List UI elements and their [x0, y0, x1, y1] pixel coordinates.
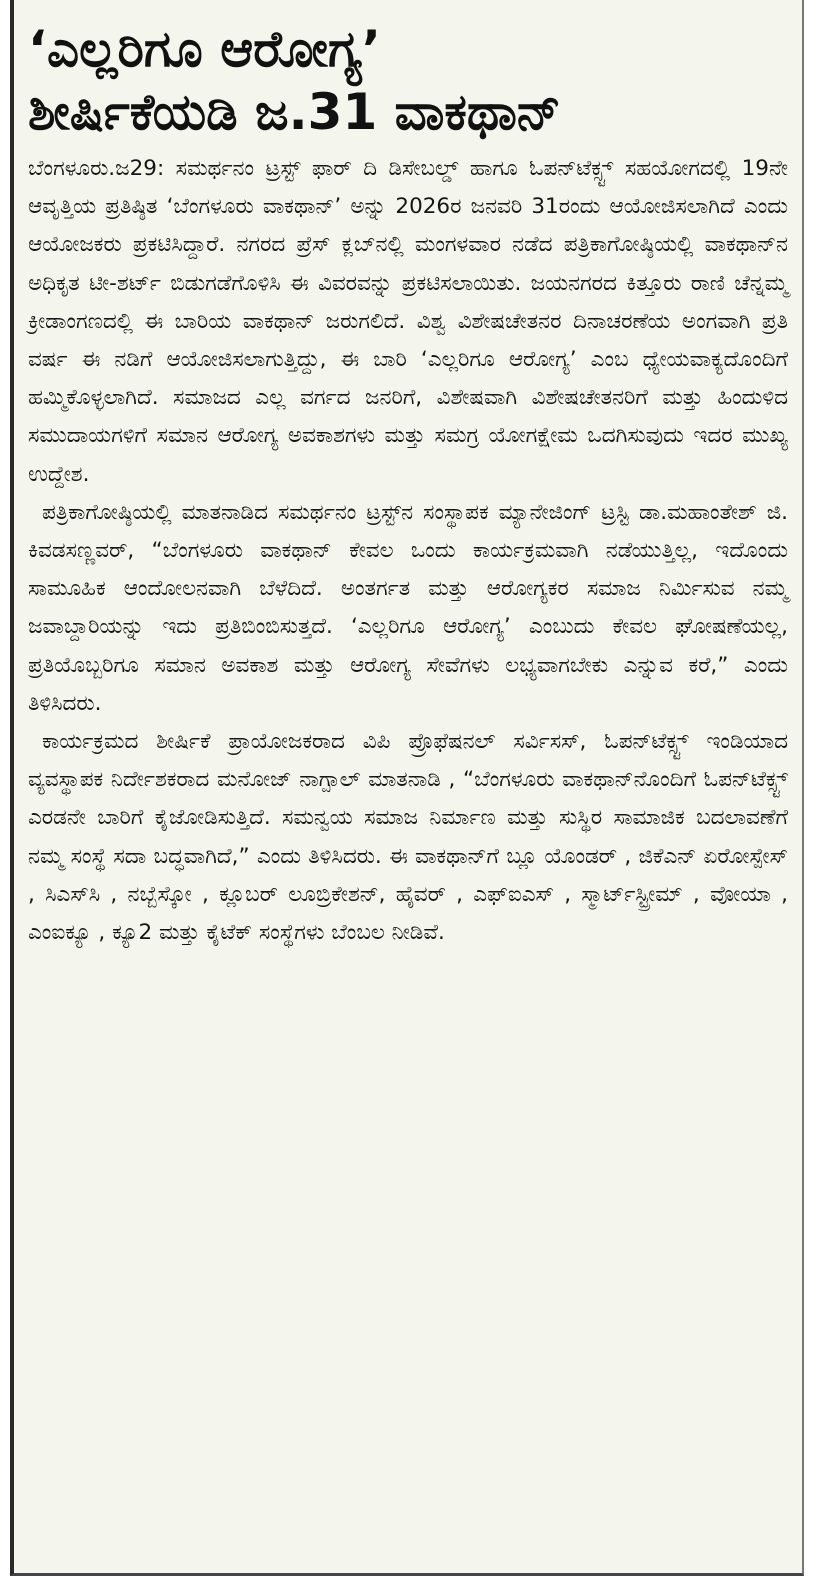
article-body [14, 144, 802, 952]
article-headline [14, 18, 802, 144]
article-paragraph-2: ಪತ್ರಿಕಾಗೋಷ್ಠಿಯಲ್ಲಿ ಮಾತನಾಡಿದ ಸಮರ್ಥನಂ ಟ್ರಸ್ಟ್‌ನ ಸಂಸ್ಥಾಪಕ ಮ್ಯಾನೇಜಿಂಗ್ ಟ್ರಸ್ಟಿ ಡಾ.ಮಹಾಂತೇಶ್ ಜಿ. ಕಿವಡಸಣ್ಣವರ್, “ಬೆಂಗಳೂರು ವಾಕಥಾನ್ ಕೇವಲ ಒಂದು ಕಾರ್ಯಕ್ರಮವಾಗಿ ನಡೆಯುತ್ತಿಲ್ಲ, ಇದೊಂದು ಸಾಮೂಹಿಕ ಆಂದೋಲನವಾಗಿ ಬೆಳೆದಿದೆ. ಅಂತರ್ಗತ ಮತ್ತು ಆರೋಗ್ಯಕರ ಸಮಾಜ ನಿರ್ಮಿಸುವ ನಮ್ಮ ಜವಾಬ್ದಾರಿಯನ್ನು ಇದು ಪ್ರತಿಬಿಂಬಿಸುತ್ತದೆ. ‘ಎಲ್ಲರಿಗೂ ಆರೋಗ್ಯ’ ಎಂಬುದು ಕೇವಲ ಘೋಷಣೆಯಲ್ಲ, ಪ್ರತಿಯೊಬ್ಬರಿಗೂ ಸಮಾನ ಅವಕಾಶ ಮತ್ತು ಆರೋಗ್ಯ ಸೇವೆಗಳು ಲಭ್ಯವಾಗಬೇಕು ಎನ್ನುವ ಕರೆ,” ಎಂದು ತಿಳಿಸಿದರು. [28, 499, 788, 716]
headline-line-1: ‘ಎಲ್ಲರಿಗೂ ಆರೋಗ್ಯ’ [28, 20, 381, 78]
article-paragraph-3: ಕಾರ್ಯಕ್ರಮದ ಶೀರ್ಷಿಕೆ ಪ್ರಾಯೋಜಕರಾದ ವಿಪಿ ಪ್ರೊಫೆಷನಲ್ ಸರ್ವಿಸಸ್, ಓಪನ್‌ಟೆಕ್ಸ್ಟ್ ಇಂಡಿಯಾದ ವ್ಯವಸ್ಥಾಪಕ ನಿರ್ದೇಶಕರಾದ ಮನೋಜ್ ನಾಗ್ಪಾಲ್ ಮಾತನಾಡಿ , “ಬೆಂಗಳೂರು ವಾಕಥಾನ್‌ನೊಂದಿಗೆ ಓಪನ್‌ಟೆಕ್ಸ್ಟ್ ಎರಡನೇ ಬಾರಿಗೆ ಕೈಜೋಡಿಸುತ್ತಿದೆ. ಸಮನ್ವಯ ಸಮಾಜ ನಿರ್ಮಾಣ ಮತ್ತು ಸುಸ್ಥಿರ ಸಾಮಾಜಿಕ ಬದಲಾವಣೆಗೆ ನಮ್ಮ ಸಂಸ್ಥೆ ಸದಾ ಬದ್ಧವಾಗಿದೆ,” ಎಂದು ತಿಳಿಸಿದರು. ಈ ವಾಕಥಾನ್‌ಗೆ ಬ್ಲೂ ಯೊಂಡರ್ , ಜಿಕೆಎನ್ ಏರೋಸ್ಪೇಸ್ , ಸಿಎಸ್‌ಸಿ , ನಬ್ಬೆಸ್ಕೋ , ಕ್ಲೂಬರ್ ಲೂಬ್ರಿಕೇಶನ್, ಹೈವರ್ , ಎಫ್‌ಐಎಸ್ , ಸ್ಮಾರ್ಟ್‌ಸ್ಟ್ರೀಮ್ , ವೋಯಾ , ಎಂಐಕ್ಯೂ , ಕ್ಯೂ2 ಮತ್ತು ಕೈಟೆಕ್ ಸಂಸ್ಥೆಗಳು ಬೆಂಬಲ ನೀಡಿವೆ. [28, 729, 788, 946]
headline-line-2: ಶೀರ್ಷಿಕೆಯಡಿ ಜ.31 ವಾಕಥಾನ್ [28, 83, 561, 141]
article-paragraph-1: ಬೆಂಗಳೂರು.ಜ29: ಸಮರ್ಥನಂ ಟ್ರಸ್ಟ್ ಫಾರ್ ದಿ ಡಿಸೇಬಲ್ಡ್ ಹಾಗೂ ಓಪನ್‌ಟೆಕ್ಸ್ಟ್ ಸಹಯೋಗದಲ್ಲಿ 19ನೇ ಆವೃತ್ತಿಯ ಪ್ರತಿಷ್ಠಿತ ‘ಬೆಂಗಳೂರು ವಾಕಥಾನ್’ ಅನ್ನು 2026ರ ಜನವರಿ 31ರಂದು ಆಯೋಜಿಸಲಾಗಿದೆ ಎಂದು ಆಯೋಜಕರು ಪ್ರಕಟಿಸಿದ್ದಾರೆ. ನಗರದ ಪ್ರೆಸ್ ಕ್ಲಬ್‌ನಲ್ಲಿ ಮಂಗಳವಾರ ನಡೆದ ಪತ್ರಿಕಾಗೋಷ್ಠಿಯಲ್ಲಿ ವಾಕಥಾನ್‌ನ ಅಧಿಕೃತ ಟೀ-ಶರ್ಟ್ ಬಿಡುಗಡೆಗೊಳಿಸಿ ಈ ವಿವರವನ್ನು ಪ್ರಕಟಿಸಲಾಯಿತು. ಜಯನಗರದ ಕಿತ್ತೂರು ರಾಣಿ ಚೆನ್ನಮ್ಮ ಕ್ರೀಡಾಂಗಣದಲ್ಲಿ ಈ ಬಾರಿಯ ವಾಕಥಾನ್ ಜರುಗಲಿದೆ. ವಿಶ್ವ ವಿಶೇಷಚೇತನರ ದಿನಾಚರಣೆಯ ಅಂಗವಾಗಿ ಪ್ರತಿ ವರ್ಷ ಈ ನಡಿಗೆ ಆಯೋಜಿಸಲಾಗುತ್ತಿದ್ದು, ಈ ಬಾರಿ ‘ಎಲ್ಲರಿಗೂ ಆರೋಗ್ಯ’ ಎಂಬ ಧ್ಯೇಯವಾಕ್ಯದೊಂದಿಗೆ ಹಮ್ಮಿಕೊಳ್ಳಲಾಗಿದೆ. ಸಮಾಜದ ಎಲ್ಲ ವರ್ಗದ ಜನರಿಗೆ, ವಿಶೇಷವಾಗಿ ವಿಶೇಷಚೇತನರಿಗೆ ಮತ್ತು ಹಿಂದುಳಿದ ಸಮುದಾಯಗಳಿಗೆ ಸಮಾನ ಆರೋಗ್ಯ ಅವಕಾಶಗಳು ಮತ್ತು ಸಮಗ್ರ ಯೋಗಕ್ಷೇಮ ಒದಗಿಸುವುದು ಇದರ ಮುಖ್ಯ ಉದ್ದೇಶ. [28, 156, 788, 487]
newspaper-clipping [10, 0, 804, 1576]
